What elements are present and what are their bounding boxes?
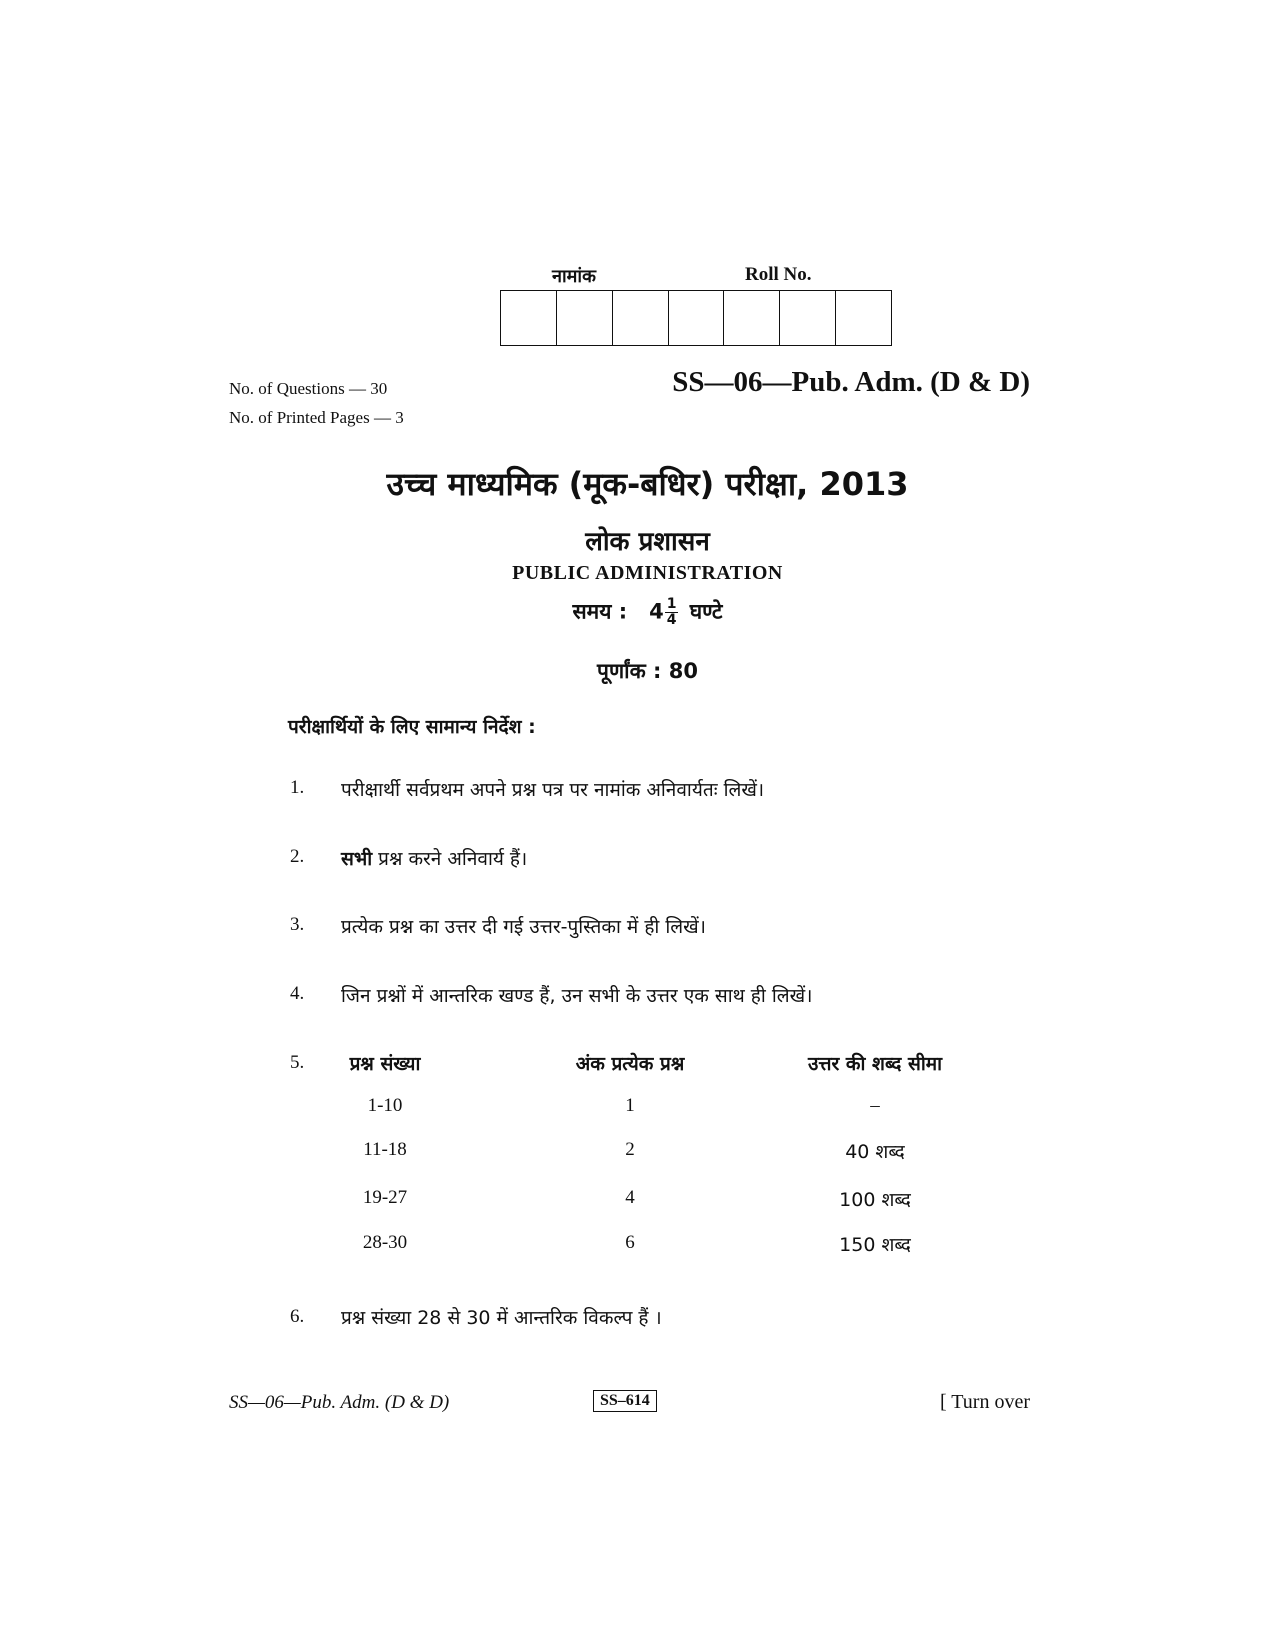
table-cell: 40 शब्द	[845, 1141, 905, 1163]
roll-number-boxes	[500, 290, 892, 346]
instruction-number: 4.	[290, 983, 305, 1004]
instruction-emphasis: सभी	[341, 848, 373, 870]
turn-over-note: [ Turn over	[939, 1391, 1030, 1413]
instruction-text: जिन प्रश्नों में आन्तरिक खण्ड हैं, उन सभी के उत्तर एक साथ ही लिखें।	[341, 985, 813, 1007]
roll-box	[669, 291, 725, 345]
roll-box	[613, 291, 669, 345]
footer-series-code: SS–614	[593, 1390, 657, 1412]
table-cell: 4	[625, 1187, 635, 1208]
time-unit: घण्टे	[689, 599, 723, 624]
table-cell: 11-18	[363, 1139, 407, 1160]
instruction-rest: प्रश्न करने अनिवार्य हैं।	[372, 848, 528, 870]
time-fraction	[665, 597, 679, 628]
instruction-text	[341, 845, 527, 871]
table-cell: 2	[625, 1139, 635, 1160]
table-cell: 150 शब्द	[839, 1234, 911, 1256]
instruction-number: 5.	[290, 1052, 305, 1073]
instruction-number: 3.	[290, 914, 305, 935]
max-marks: पूर्णांक : 80	[597, 659, 698, 683]
instruction-number: 6.	[290, 1306, 305, 1327]
table-header-word-limit: उत्तर की शब्द सीमा	[807, 1053, 943, 1075]
roll-label-english: Roll No.	[745, 264, 812, 285]
instruction-text: प्रश्न संख्या 28 से 30 में आन्तरिक विकल्प हैं ।	[341, 1307, 662, 1329]
time-allowed	[0, 597, 1275, 628]
number-of-questions: No. of Questions — 30	[229, 379, 388, 398]
table-cell: –	[870, 1095, 880, 1116]
subject-hindi: लोक प्रशासन	[585, 527, 710, 557]
exam-title: उच्च माध्यमिक (मूक-बधिर) परीक्षा, 2013	[386, 465, 909, 503]
table-header-marks: अंक प्रत्येक प्रश्न	[575, 1053, 685, 1075]
roll-box	[836, 291, 891, 345]
time-label: समय :	[572, 599, 628, 624]
instruction-text: प्रत्येक प्रश्न का उत्तर दी गई उत्तर-पुस्तिका में ही लिखें।	[341, 916, 706, 938]
roll-label-hindi: नामांक	[552, 266, 596, 287]
roll-box	[557, 291, 613, 345]
number-of-pages: No. of Printed Pages — 3	[229, 408, 404, 427]
instruction-number: 2.	[290, 846, 305, 867]
table-cell: 1-10	[367, 1095, 403, 1116]
instructions-heading: परीक्षार्थियों के लिए सामान्य निर्देश :	[288, 716, 536, 738]
table-cell: 100 शब्द	[839, 1189, 911, 1211]
roll-box	[780, 291, 836, 345]
footer-paper-code: SS—06—Pub. Adm. (D & D)	[229, 1392, 450, 1413]
table-cell: 6	[625, 1232, 635, 1253]
roll-box	[501, 291, 557, 345]
instruction-number: 1.	[290, 777, 305, 798]
paper-code: SS—06—Pub. Adm. (D & D)	[672, 366, 1030, 398]
table-cell: 19-27	[362, 1187, 408, 1208]
fraction-numerator: 1	[666, 596, 677, 612]
table-header-question-no: प्रश्न संख्या	[349, 1053, 421, 1075]
instruction-text: परीक्षार्थी सर्वप्रथम अपने प्रश्न पत्र पर नामांक अनिवार्यतः लिखें।	[341, 779, 765, 801]
time-whole: 4	[649, 599, 664, 624]
table-cell: 28-30	[362, 1232, 408, 1253]
fraction-denominator: 4	[666, 612, 677, 628]
roll-box	[724, 291, 780, 345]
subject-english: PUBLIC ADMINISTRATION	[512, 562, 783, 584]
table-cell: 1	[625, 1095, 635, 1116]
